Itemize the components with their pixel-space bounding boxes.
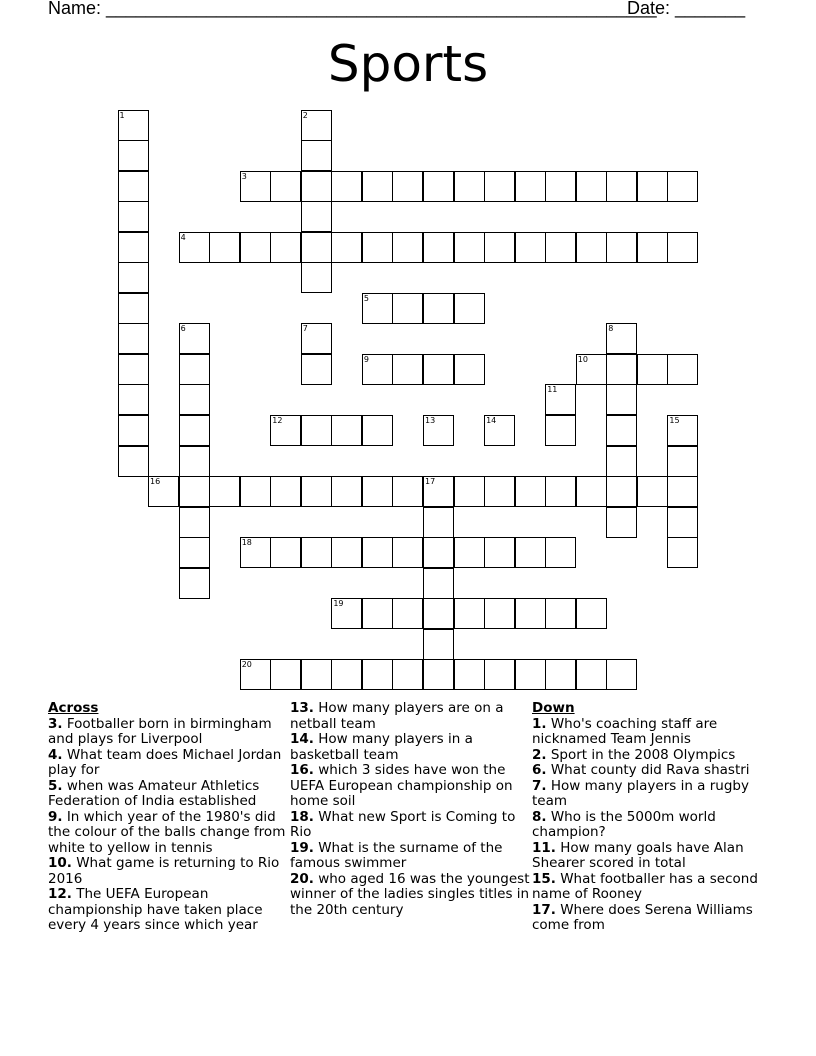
grid-cell[interactable]: [606, 384, 637, 415]
clues-column-1: [48, 701, 288, 934]
grid-cell[interactable]: [667, 415, 698, 446]
grid-cell[interactable]: [606, 476, 637, 507]
clue: [532, 841, 772, 872]
clue-number-label: 6.: [532, 762, 547, 778]
clue-number-label: 10.: [48, 855, 72, 871]
grid-cell[interactable]: [118, 293, 149, 324]
grid-cell[interactable]: [545, 415, 576, 446]
clue-number-label: 13.: [290, 700, 314, 716]
clue-number-label: 1.: [532, 715, 547, 732]
grid-cell[interactable]: [392, 232, 423, 263]
grid-cell[interactable]: [423, 598, 454, 629]
grid-cell[interactable]: [545, 537, 576, 568]
grid-cell[interactable]: [118, 415, 149, 446]
clue-text: who aged 16 was the youngest winner of the ladies singles titles in the 20th century: [290, 870, 530, 918]
grid-cell[interactable]: [240, 476, 271, 507]
grid-cell[interactable]: [270, 232, 301, 263]
clue-text: What is the surname of the famous swimmer: [290, 839, 503, 871]
grid-cell[interactable]: [423, 293, 454, 324]
grid-cell[interactable]: [545, 476, 576, 507]
grid-cell[interactable]: [667, 354, 698, 385]
grid-cell[interactable]: [667, 507, 698, 538]
grid-cell[interactable]: [667, 537, 698, 568]
grid-cell[interactable]: [240, 659, 271, 690]
grid-cell[interactable]: [392, 659, 423, 690]
grid-cell[interactable]: [606, 354, 637, 385]
clue-number: 1: [119, 110, 125, 120]
clue-number-label: 3.: [48, 715, 63, 732]
grid-cell[interactable]: [484, 476, 515, 507]
clue-number-label: 9.: [48, 808, 63, 825]
clue-text: which 3 sides have won the UEFA European championship on home soil: [290, 762, 513, 809]
grid-cell[interactable]: [606, 446, 637, 477]
clue: [48, 887, 288, 934]
grid-cell[interactable]: [392, 171, 423, 202]
grid-cell[interactable]: [606, 415, 637, 446]
grid-cell[interactable]: [301, 354, 332, 385]
clue-number: 14: [486, 416, 497, 425]
grid-cell[interactable]: [331, 598, 362, 629]
grid-cell[interactable]: [179, 446, 210, 477]
clue-text: The UEFA European championship have taken place every 4 years since which year: [48, 886, 263, 933]
clue-section-heading: Down: [532, 700, 575, 716]
clue: [532, 763, 772, 779]
grid-cell[interactable]: [484, 537, 515, 568]
grid-cell[interactable]: [667, 476, 698, 507]
grid-cell[interactable]: [270, 659, 301, 690]
grid-cell[interactable]: [423, 354, 454, 385]
grid-cell[interactable]: [240, 537, 271, 568]
clues-column-2: [290, 701, 530, 918]
grid-cell[interactable]: [331, 171, 362, 202]
date-field[interactable]: Date: _______: [627, 0, 746, 18]
clue: [290, 810, 530, 841]
clue: [290, 701, 530, 732]
grid-cell[interactable]: [331, 537, 362, 568]
grid-cell[interactable]: [118, 323, 149, 354]
grid-cell[interactable]: [545, 659, 576, 690]
grid-cell[interactable]: [301, 140, 332, 171]
grid-cell[interactable]: [545, 598, 576, 629]
grid-cell[interactable]: [301, 232, 332, 263]
grid-cell[interactable]: [392, 354, 423, 385]
grid-cell[interactable]: [362, 293, 393, 324]
grid-cell[interactable]: [606, 659, 637, 690]
clue: [532, 748, 772, 764]
grid-cell[interactable]: [148, 476, 179, 507]
grid-cell[interactable]: [118, 262, 149, 293]
grid-cell[interactable]: [331, 415, 362, 446]
clue-text: What game is returning to Rio 2016: [48, 855, 280, 887]
grid-cell[interactable]: [118, 140, 149, 171]
grid-cell[interactable]: [270, 415, 301, 446]
clue-number-label: 20.: [290, 870, 314, 887]
grid-cell[interactable]: [301, 262, 332, 293]
grid-cell[interactable]: [545, 232, 576, 263]
clue-text: What new Sport is Coming to Rio: [290, 808, 516, 840]
grid-cell[interactable]: [515, 171, 546, 202]
clue-number-label: 17.: [532, 901, 556, 918]
grid-cell[interactable]: [301, 659, 332, 690]
grid-cell[interactable]: [576, 354, 607, 385]
clue: [48, 779, 288, 810]
grid-cell[interactable]: [454, 659, 485, 690]
grid-cell[interactable]: [118, 110, 149, 141]
grid-cell[interactable]: [515, 232, 546, 263]
clue-text: when was Amateur Athletics Federation of India established: [48, 777, 260, 809]
grid-cell[interactable]: [606, 323, 637, 354]
grid-cell[interactable]: [362, 415, 393, 446]
grid-cell[interactable]: [454, 232, 485, 263]
grid-cell[interactable]: [484, 171, 515, 202]
name-field[interactable]: Name: _______________________________________________________: [48, 0, 657, 18]
grid-cell[interactable]: [576, 659, 607, 690]
clue-number: 18: [241, 538, 252, 548]
grid-cell[interactable]: [423, 171, 454, 202]
clue-number-label: 2.: [532, 746, 547, 763]
grid-cell[interactable]: [515, 659, 546, 690]
clue-number: 15: [669, 416, 680, 425]
grid-cell[interactable]: [240, 171, 271, 202]
clue-number-label: 5.: [48, 777, 63, 794]
clue-number-label: 8.: [532, 808, 547, 825]
clue-text: How many goals have Alan Shearer scored in total: [532, 839, 744, 871]
grid-cell[interactable]: [179, 476, 210, 507]
clue-number: 10: [577, 354, 588, 364]
clue-number: 13: [425, 416, 436, 425]
grid-cell[interactable]: [118, 446, 149, 477]
grid-cell[interactable]: [454, 293, 485, 324]
grid-cell[interactable]: [240, 232, 271, 263]
grid-cell[interactable]: [362, 354, 393, 385]
grid-cell[interactable]: [118, 171, 149, 202]
grid-cell[interactable]: [179, 415, 210, 446]
clue-text: Who is the 5000m world champion?: [532, 808, 716, 840]
clue: [48, 748, 288, 779]
grid-cell[interactable]: [423, 568, 454, 599]
grid-cell[interactable]: [454, 171, 485, 202]
clue-text: What team does Michael Jordan play for: [48, 746, 282, 778]
grid-cell[interactable]: [331, 232, 362, 263]
grid-cell[interactable]: [576, 232, 607, 263]
clue: [48, 717, 288, 748]
clue-number: 8: [608, 324, 614, 334]
clue-number-label: 7.: [532, 777, 547, 794]
clue: [48, 810, 288, 857]
grid-cell[interactable]: [637, 171, 668, 202]
clues-column-3: [532, 701, 772, 934]
grid-cell[interactable]: [179, 507, 210, 538]
clue-text: In which year of the 1980's did the colour of the balls change from white to yellow in tennis: [48, 808, 286, 856]
clue-number: 16: [150, 477, 161, 487]
grid-cell[interactable]: [545, 384, 576, 415]
grid-cell[interactable]: [454, 476, 485, 507]
clue-number-label: 15.: [532, 870, 556, 887]
clue-number: 12: [272, 416, 283, 425]
grid-cell[interactable]: [423, 232, 454, 263]
grid-cell[interactable]: [484, 232, 515, 263]
grid-cell[interactable]: [301, 537, 332, 568]
grid-cell[interactable]: [667, 232, 698, 263]
grid-cell[interactable]: [301, 323, 332, 354]
clue-number: 7: [302, 324, 308, 334]
clue-text: How many players in a basketball team: [290, 731, 473, 763]
grid-cell[interactable]: [301, 110, 332, 141]
clue-number-label: 16.: [290, 762, 314, 778]
clue: [532, 810, 772, 841]
clue-number: 5: [363, 293, 369, 303]
clue-text: Sport in the 2008 Olympics: [546, 746, 736, 763]
grid-cell[interactable]: [423, 415, 454, 446]
clue: [48, 856, 288, 887]
grid-cell[interactable]: [118, 354, 149, 385]
grid-cell[interactable]: [515, 476, 546, 507]
clue: [532, 872, 772, 903]
clue-number: 20: [241, 660, 252, 670]
grid-cell[interactable]: [667, 171, 698, 202]
grid-cell[interactable]: [392, 598, 423, 629]
clue-text: Who's coaching staff are nicknamed Team Jennis: [532, 715, 718, 747]
grid-cell[interactable]: [179, 354, 210, 385]
grid-cell[interactable]: [179, 323, 210, 354]
clue-number-label: 14.: [290, 731, 314, 747]
grid-cell[interactable]: [362, 476, 393, 507]
clue: [532, 779, 772, 810]
grid-cell[interactable]: [454, 598, 485, 629]
clue-number: 19: [333, 599, 344, 609]
clue-text: What county did Rava shastri: [546, 762, 750, 778]
grid-cell[interactable]: [118, 384, 149, 415]
grid-cell[interactable]: [392, 476, 423, 507]
grid-cell[interactable]: [637, 232, 668, 263]
page-title: Sports: [327, 35, 489, 93]
grid-cell[interactable]: [423, 476, 454, 507]
grid-cell[interactable]: [301, 476, 332, 507]
grid-cell[interactable]: [637, 354, 668, 385]
clue-text: Footballer born in birmingham and plays for Liverpool: [48, 715, 272, 747]
grid-cell[interactable]: [179, 232, 210, 263]
clue-text: What footballer has a second name of Rooney: [532, 870, 758, 902]
clue-number-label: 19.: [290, 839, 314, 856]
grid-cell[interactable]: [362, 232, 393, 263]
grid-cell[interactable]: [423, 629, 454, 660]
grid-cell[interactable]: [484, 659, 515, 690]
grid-cell[interactable]: [301, 201, 332, 232]
grid-cell[interactable]: [331, 659, 362, 690]
grid-cell[interactable]: [423, 659, 454, 690]
clue-number-label: 18.: [290, 808, 314, 825]
grid-cell[interactable]: [484, 598, 515, 629]
clue: [290, 732, 530, 763]
clue-number-label: 4.: [48, 746, 63, 763]
clue: [532, 717, 772, 748]
grid-cell[interactable]: [179, 537, 210, 568]
clue: [290, 841, 530, 872]
grid-cell[interactable]: [576, 476, 607, 507]
grid-cell[interactable]: [209, 476, 240, 507]
grid-cell[interactable]: [576, 598, 607, 629]
clue-number: 17: [425, 477, 436, 487]
grid-cell[interactable]: [667, 446, 698, 477]
grid-cell[interactable]: [118, 232, 149, 263]
grid-cell[interactable]: [301, 171, 332, 202]
clue-number: 9: [363, 354, 369, 364]
clue-number: 11: [547, 385, 558, 395]
clue: [290, 872, 530, 919]
grid-cell[interactable]: [606, 232, 637, 263]
grid-cell[interactable]: [301, 415, 332, 446]
grid-cell[interactable]: [179, 384, 210, 415]
grid-cell[interactable]: [270, 476, 301, 507]
grid-cell[interactable]: [392, 537, 423, 568]
clue-number-label: 11.: [532, 839, 556, 856]
grid-cell[interactable]: [423, 507, 454, 538]
clue-text: How many players in a rugby team: [532, 777, 749, 809]
grid-cell[interactable]: [515, 598, 546, 629]
clue-section-heading: Across: [48, 700, 99, 716]
clue-number: 4: [180, 232, 186, 242]
grid-cell[interactable]: [515, 537, 546, 568]
clue: [290, 763, 530, 810]
grid-cell[interactable]: [454, 537, 485, 568]
grid-cell[interactable]: [392, 293, 423, 324]
grid-cell[interactable]: [362, 659, 393, 690]
grid-cell[interactable]: [484, 415, 515, 446]
grid-cell[interactable]: [331, 476, 362, 507]
clue-number-label: 12.: [48, 886, 72, 902]
clue-number: 3: [241, 171, 247, 181]
grid-cell[interactable]: [606, 507, 637, 538]
grid-cell[interactable]: [209, 232, 240, 263]
grid-cell[interactable]: [362, 598, 393, 629]
grid-cell[interactable]: [118, 201, 149, 232]
grid-cell[interactable]: [362, 171, 393, 202]
grid-cell[interactable]: [454, 354, 485, 385]
grid-cell[interactable]: [637, 476, 668, 507]
clue-text: Where does Serena Williams come from: [532, 901, 753, 933]
grid-cell[interactable]: [606, 171, 637, 202]
clue-number: 6: [180, 324, 186, 334]
clue-number: 2: [302, 110, 308, 120]
grid-cell[interactable]: [423, 537, 454, 568]
grid-cell[interactable]: [270, 537, 301, 568]
clue-text: How many players are on a netball team: [290, 700, 504, 732]
clue: [532, 903, 772, 934]
grid-cell[interactable]: [362, 537, 393, 568]
grid-cell[interactable]: [270, 171, 301, 202]
grid-cell[interactable]: [576, 171, 607, 202]
grid-cell[interactable]: [545, 171, 576, 202]
grid-cell[interactable]: [179, 568, 210, 599]
